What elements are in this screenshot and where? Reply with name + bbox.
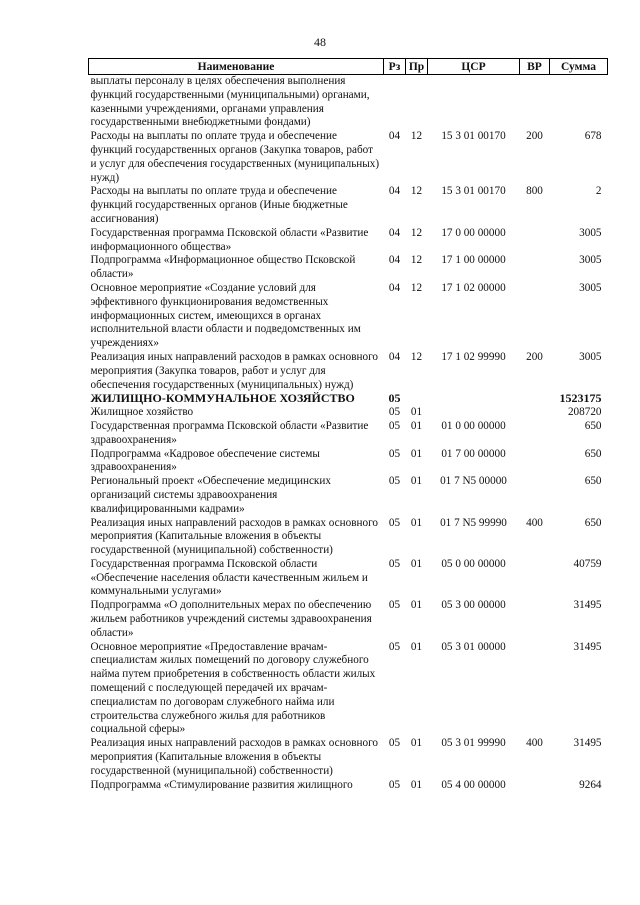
cell-rz bbox=[384, 75, 406, 131]
cell-rz: 04 bbox=[388, 226, 401, 239]
cell-vr bbox=[520, 448, 550, 476]
table-row bbox=[89, 448, 608, 476]
cell-csr: 01 7 N5 00000 bbox=[440, 475, 507, 488]
cell-csr: 01 0 00 00000 bbox=[441, 419, 506, 432]
cell-name: Подпрограмма «О дополнительных мерах по обеспечению жильем работников учреждений системы здравоохранения области» bbox=[90, 599, 372, 639]
cell-rz: 05 bbox=[388, 391, 401, 406]
cell-rz: 05 bbox=[388, 419, 401, 432]
cell-name: Расходы на выплаты по оплате труда и обеспечение функций государственных органов (Закупка товаров, работ и услуг для обеспечения государственных (муниципальных) нужд) bbox=[90, 130, 380, 184]
cell-pr: 01 bbox=[410, 419, 423, 432]
cell-vr: 800 bbox=[526, 185, 543, 198]
cell-name: Подпрограмма «Информационное общество Псковской области» bbox=[90, 254, 356, 281]
cell-pr: 12 bbox=[410, 254, 423, 267]
cell-csr: 15 3 01 00170 bbox=[441, 185, 506, 198]
table-header bbox=[89, 59, 608, 75]
cell-sum: 3005 bbox=[579, 350, 602, 363]
cell-pr bbox=[406, 392, 428, 406]
cell-name: Государственная программа Псковской области «Развитие здравоохранения» bbox=[90, 419, 369, 446]
header-rz: Рз bbox=[384, 59, 406, 75]
cell-vr bbox=[520, 475, 550, 516]
cell-csr bbox=[428, 392, 520, 406]
cell-sum bbox=[550, 75, 608, 131]
cell-pr: 01 bbox=[410, 475, 423, 488]
cell-rz: 04 bbox=[388, 281, 401, 294]
cell-pr: 12 bbox=[410, 185, 423, 198]
cell-pr: 01 bbox=[410, 737, 423, 750]
cell-pr: 01 bbox=[410, 447, 423, 460]
cell-pr: 01 bbox=[410, 599, 423, 612]
cell-sum: 650 bbox=[584, 419, 602, 432]
table-row bbox=[89, 130, 608, 185]
cell-sum: 678 bbox=[584, 130, 602, 143]
cell-sum: 31495 bbox=[573, 599, 602, 612]
table-row bbox=[89, 420, 608, 448]
cell-rz: 05 bbox=[388, 640, 401, 653]
cell-sum: 31495 bbox=[573, 737, 602, 750]
page-number: 48 bbox=[314, 35, 326, 49]
cell-name: Государственная программа Псковской области «Обеспечение населения области качественным жильем и коммунальными услугами» bbox=[90, 557, 368, 598]
cell-pr: 12 bbox=[410, 226, 423, 239]
cell-csr: 05 3 00 00000 bbox=[441, 599, 506, 612]
cell-sum: 3005 bbox=[579, 226, 602, 239]
cell-csr: 01 7 00 00000 bbox=[441, 447, 506, 460]
cell-pr: 12 bbox=[410, 281, 423, 294]
table-row bbox=[89, 779, 608, 793]
table-row bbox=[89, 351, 608, 392]
cell-pr: 01 bbox=[410, 778, 423, 791]
cell-csr bbox=[428, 75, 520, 131]
cell-csr: 05 3 01 99990 bbox=[441, 737, 506, 750]
cell-name: Государственная программа Псковской области «Развитие информационного общества» bbox=[90, 226, 369, 253]
cell-pr bbox=[406, 75, 428, 131]
table-row bbox=[89, 475, 608, 516]
cell-sum: 9264 bbox=[579, 778, 602, 791]
cell-sum: 2 bbox=[595, 185, 602, 198]
cell-pr: 01 bbox=[410, 406, 423, 419]
table-body bbox=[89, 75, 608, 793]
cell-sum: 650 bbox=[584, 447, 602, 460]
cell-sum: 650 bbox=[584, 516, 602, 529]
cell-rz: 05 bbox=[388, 516, 401, 529]
table-row bbox=[89, 406, 608, 420]
cell-vr bbox=[520, 392, 550, 406]
cell-vr bbox=[520, 641, 550, 738]
cell-csr: 15 3 01 00170 bbox=[441, 130, 506, 143]
cell-name: Реализация иных направлений расходов в рамках основного мероприятия (Закупка товаров, работ и услуг для обеспечения государственных (муниципальных) нужд) bbox=[90, 350, 378, 391]
cell-vr bbox=[520, 779, 550, 793]
cell-name: Подпрограмма «Кадровое обеспечение системы здравоохранения» bbox=[90, 447, 320, 474]
budget-table bbox=[88, 58, 608, 792]
cell-csr: 05 0 00 00000 bbox=[441, 557, 506, 570]
cell-rz: 05 bbox=[388, 447, 401, 460]
cell-vr bbox=[520, 406, 550, 420]
cell-pr: 01 bbox=[410, 640, 423, 653]
cell-vr: 200 bbox=[526, 130, 543, 143]
cell-sum: 208720 bbox=[567, 406, 602, 419]
header-row bbox=[89, 59, 608, 75]
cell-sum: 1523175 bbox=[559, 391, 602, 406]
cell-csr bbox=[428, 406, 520, 420]
cell-csr: 17 1 02 99990 bbox=[441, 350, 506, 363]
cell-csr: 05 3 01 00000 bbox=[441, 640, 506, 653]
cell-rz: 04 bbox=[388, 130, 401, 143]
cell-name: Региональный проект «Обеспечение медицинских организаций системы здравоохранения квалифицированными кадрами» bbox=[90, 475, 331, 515]
header-name: Наименование bbox=[89, 59, 384, 75]
cell-name: ЖИЛИЩНО-КОММУНАЛЬНОЕ ХОЗЯЙСТВО bbox=[90, 391, 355, 406]
table-row bbox=[89, 517, 608, 558]
cell-csr: 01 7 N5 99990 bbox=[440, 516, 507, 529]
cell-csr: 17 1 00 00000 bbox=[441, 254, 506, 267]
table-row bbox=[89, 737, 608, 778]
cell-vr: 400 bbox=[526, 737, 543, 750]
cell-name: Подпрограмма «Стимулирование развития жилищного bbox=[90, 778, 353, 791]
cell-rz: 05 bbox=[388, 599, 401, 612]
cell-rz: 04 bbox=[388, 185, 401, 198]
table-row bbox=[89, 75, 608, 131]
cell-sum: 40759 bbox=[573, 557, 602, 570]
cell-csr: 17 1 02 00000 bbox=[441, 281, 506, 294]
header-csr: ЦСР bbox=[428, 59, 520, 75]
cell-vr: 400 bbox=[526, 516, 543, 529]
cell-csr: 05 4 00 00000 bbox=[441, 778, 506, 791]
cell-rz: 05 bbox=[388, 406, 401, 419]
cell-rz: 04 bbox=[388, 254, 401, 267]
cell-name: Реализация иных направлений расходов в рамках основного мероприятия (Капитальные вложения в объекты государственной (муниципальной) собственности) bbox=[90, 737, 378, 777]
cell-vr bbox=[520, 75, 550, 131]
table-row bbox=[89, 227, 608, 255]
table-row bbox=[89, 254, 608, 282]
cell-sum: 31495 bbox=[573, 640, 602, 653]
table-row bbox=[89, 641, 608, 738]
cell-vr bbox=[520, 420, 550, 448]
header-vr: ВР bbox=[520, 59, 550, 75]
cell-sum: 3005 bbox=[579, 281, 602, 294]
cell-vr: 200 bbox=[526, 350, 543, 363]
cell-sum: 650 bbox=[584, 475, 602, 488]
cell-csr: 17 0 00 00000 bbox=[441, 226, 506, 239]
cell-pr: 12 bbox=[410, 130, 423, 143]
cell-sum: 3005 bbox=[579, 254, 602, 267]
cell-vr bbox=[520, 599, 550, 640]
table-row bbox=[89, 185, 608, 226]
table-row bbox=[89, 599, 608, 640]
cell-vr bbox=[520, 227, 550, 255]
cell-vr bbox=[520, 254, 550, 282]
cell-rz: 05 bbox=[388, 557, 401, 570]
cell-vr bbox=[520, 558, 550, 599]
cell-name: Реализация иных направлений расходов в рамках основного мероприятия (Капитальные вложения в объекты государственной (муниципальной) собственности) bbox=[90, 516, 378, 557]
header-sum: Сумма bbox=[550, 59, 608, 75]
cell-name: Основное мероприятие «Создание условий для эффективного функционирования ведомственных информационных систем, имеющихся в органах исполнительной власти области и подведомственных им учреждениях» bbox=[90, 281, 361, 350]
cell-pr: 12 bbox=[410, 350, 423, 363]
cell-pr: 01 bbox=[410, 557, 423, 570]
table-row bbox=[89, 558, 608, 599]
table-row bbox=[89, 282, 608, 351]
cell-rz: 05 bbox=[388, 778, 401, 791]
cell-name: выплаты персоналу в целях обеспечения выполнения функций государственными (муниципальными) органами, казенными учреждениями, органами управления государственными внебюджетными фондами) bbox=[90, 75, 370, 129]
cell-rz: 05 bbox=[388, 737, 401, 750]
cell-name: Расходы на выплаты по оплате труда и обеспечение функций государственных органов (Иные бюджетные ассигнования) bbox=[90, 185, 348, 225]
cell-name: Жилищное хозяйство bbox=[90, 406, 194, 419]
cell-vr bbox=[520, 282, 550, 351]
cell-rz: 04 bbox=[388, 350, 401, 363]
table-row bbox=[89, 392, 608, 406]
cell-rz: 05 bbox=[388, 475, 401, 488]
cell-name: Основное мероприятие «Предоставление врачам-специалистам жилых помещений по договору служебного найма путем приобретения в собственность области жилых помещений с последующей передачей их врачам-специалистам по договорам служебного найма или строительства служебного жилья для работников социальной сферы» bbox=[90, 640, 376, 736]
header-pr: Пр bbox=[406, 59, 428, 75]
cell-pr: 01 bbox=[410, 516, 423, 529]
